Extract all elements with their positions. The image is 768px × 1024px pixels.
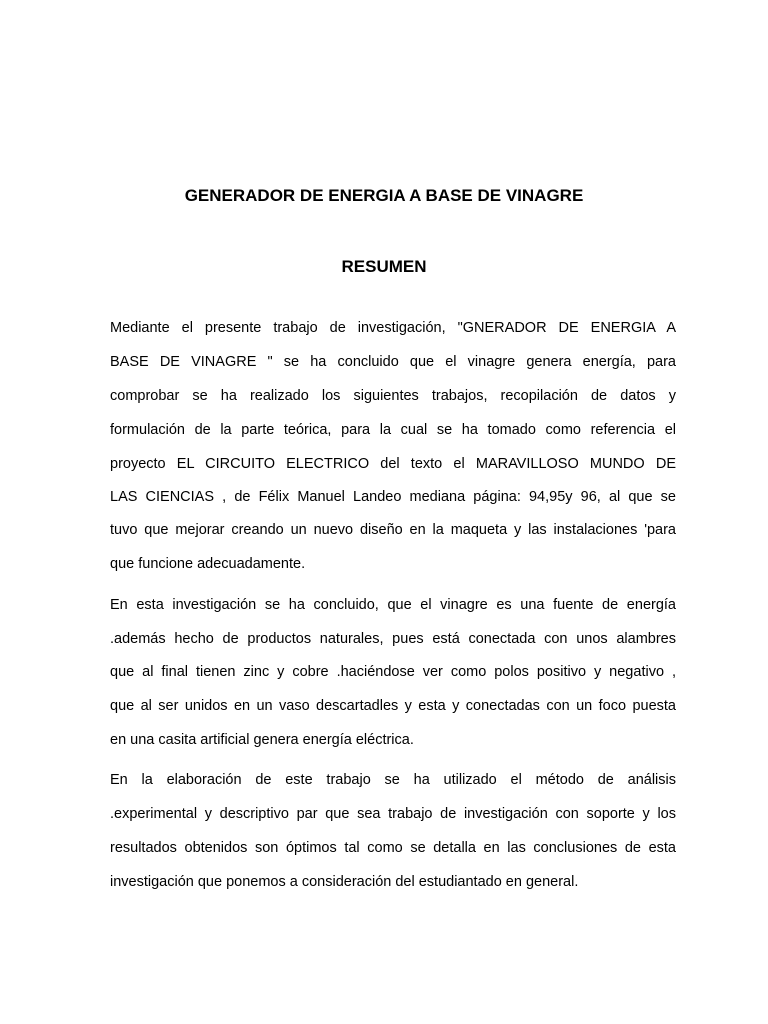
paragraph-line: resultados obtenidos son óptimos tal como se detalla en las conclusiones de esta bbox=[110, 840, 676, 856]
paragraph-line: que al final tienen zinc y cobre .haciéndose ver como polos positivo y negativo , bbox=[110, 664, 676, 680]
paragraph-line: En esta investigación se ha concluido, que el vinagre es una fuente de energía bbox=[110, 597, 676, 613]
paragraph-line: tuvo que mejorar creando un nuevo diseño en la maqueta y las instalaciones 'para bbox=[110, 522, 676, 538]
paragraph-line: que al ser unidos en un vaso descartadles y esta y conectadas con un foco puesta bbox=[110, 698, 676, 714]
paragraph-line: LAS CIENCIAS , de Félix Manuel Landeo mediana página: 94,95y 96, al que se bbox=[110, 489, 676, 505]
paragraph-line: comprobar se ha realizado los siguientes trabajos, recopilación de datos y bbox=[110, 388, 676, 404]
paragraph-line: que funcione adecuadamente. bbox=[110, 556, 306, 572]
section-heading: RESUMEN bbox=[341, 257, 427, 276]
paragraph-line: BASE DE VINAGRE " se ha concluido que el vinagre genera energía, para bbox=[110, 354, 676, 370]
paragraph-line: En la elaboración de este trabajo se ha utilizado el método de análisis bbox=[110, 772, 676, 788]
paragraph-line: .además hecho de productos naturales, pues está conectada con unos alambres bbox=[110, 631, 676, 647]
paragraph-line: .experimental y descriptivo par que sea trabajo de investigación con soporte y los bbox=[110, 806, 676, 822]
paragraph-line: Mediante el presente trabajo de investigación, "GNERADOR DE ENERGIA A bbox=[110, 320, 676, 336]
paragraph-line: investigación que ponemos a consideración del estudiantado en general. bbox=[110, 874, 579, 890]
paragraph-line: en una casita artificial genera energía eléctrica. bbox=[110, 732, 414, 748]
paragraph-line: formulación de la parte teórica, para la cual se ha tomado como referencia el bbox=[110, 422, 676, 438]
document-title: GENERADOR DE ENERGIA A BASE DE VINAGRE bbox=[184, 186, 584, 205]
paragraph-line: proyecto EL CIRCUITO ELECTRICO del texto el MARAVILLOSO MUNDO DE bbox=[110, 456, 676, 472]
